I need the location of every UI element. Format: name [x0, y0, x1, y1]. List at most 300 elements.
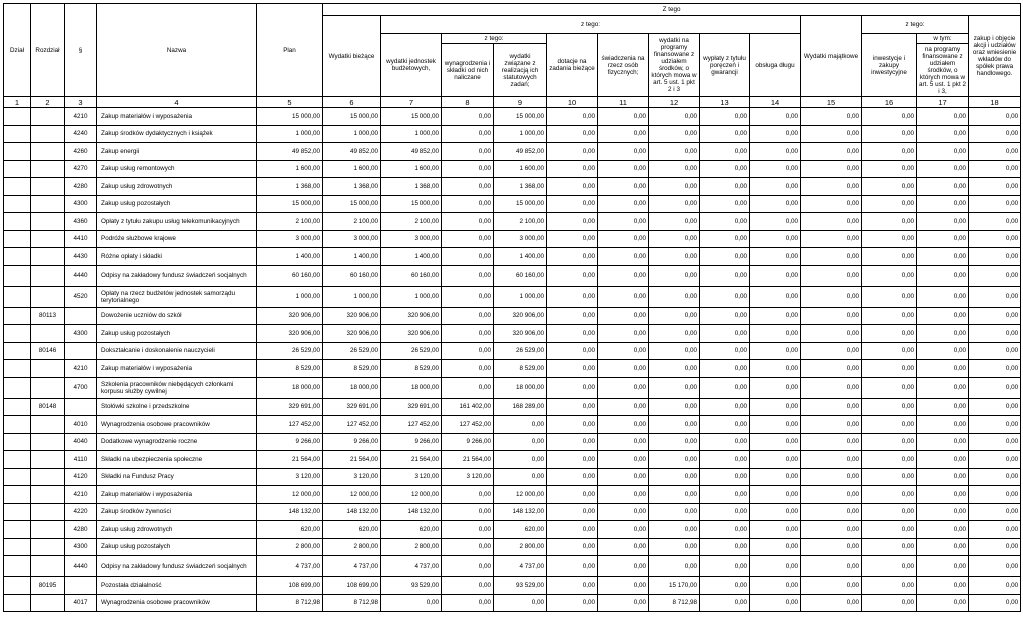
- column-number: 5: [257, 97, 323, 108]
- cell-value: 0,00: [917, 307, 969, 325]
- cell-value: 0,00: [969, 248, 1021, 266]
- cell-value: 0,00: [598, 195, 649, 213]
- cell-value: 0,00: [801, 230, 862, 248]
- column-number: 2: [31, 97, 65, 108]
- cell-paragraf: 4300: [65, 538, 97, 556]
- cell-nazwa: Zakup materiałów i wyposażenia: [97, 486, 257, 504]
- cell-value: 0,00: [598, 286, 649, 307]
- cell-value: 0,00: [801, 108, 862, 126]
- cell-value: 2 100,00: [323, 213, 381, 231]
- cell-value: 329 691,00: [323, 398, 381, 416]
- cell-value: 148 132,00: [494, 503, 547, 521]
- cell-value: 0,00: [547, 108, 598, 126]
- cell-value: 18 000,00: [323, 377, 381, 398]
- column-number: 14: [750, 97, 801, 108]
- cell-dzial: [4, 398, 31, 416]
- cell-nazwa: Zakup materiałów i wyposażenia: [97, 108, 257, 126]
- cell-value: 4 737,00: [257, 556, 323, 577]
- column-number: 10: [547, 97, 598, 108]
- table-row: [4, 577, 1021, 595]
- cell-value: 0,00: [700, 360, 750, 378]
- cell-value: 0,00: [917, 538, 969, 556]
- cell-value: 329 691,00: [257, 398, 323, 416]
- cell-value: 0,00: [700, 377, 750, 398]
- cell-value: 0,00: [750, 265, 801, 286]
- cell-dzial: [4, 521, 31, 539]
- cell-dzial: [4, 307, 31, 325]
- column-number: 15: [801, 97, 862, 108]
- cell-nazwa: Zakup usług pozostałych: [97, 325, 257, 343]
- cell-paragraf: 4280: [65, 521, 97, 539]
- cell-value: 0,00: [862, 451, 917, 469]
- cell-value: 0,00: [649, 342, 700, 360]
- table-row: [4, 265, 1021, 286]
- cell-value: 0,00: [700, 342, 750, 360]
- cell-value: 2 100,00: [257, 213, 323, 231]
- header-wynagrodzenia: wynagrodzenia i składki od nich naliczane: [442, 44, 494, 97]
- cell-value: 320 906,00: [323, 325, 381, 343]
- cell-value: 0,00: [494, 451, 547, 469]
- cell-value: 9 266,00: [381, 433, 442, 451]
- cell-value: 620,00: [381, 521, 442, 539]
- cell-value: 3 000,00: [494, 230, 547, 248]
- cell-value: 0,00: [649, 325, 700, 343]
- cell-value: 1 000,00: [257, 286, 323, 307]
- cell-value: 0,00: [649, 377, 700, 398]
- cell-value: 0,00: [862, 486, 917, 504]
- cell-value: 0,00: [801, 325, 862, 343]
- cell-value: 0,00: [547, 248, 598, 266]
- cell-value: 0,00: [750, 307, 801, 325]
- cell-value: 15 000,00: [494, 195, 547, 213]
- cell-value: 0,00: [917, 213, 969, 231]
- cell-paragraf: 4410: [65, 230, 97, 248]
- cell-value: 0,00: [917, 143, 969, 161]
- cell-nazwa: Zakup usług pozostałych: [97, 195, 257, 213]
- cell-value: 9 266,00: [442, 433, 494, 451]
- cell-value: 0,00: [750, 325, 801, 343]
- cell-value: 0,00: [649, 178, 700, 196]
- cell-value: 2 800,00: [381, 538, 442, 556]
- cell-value: 0,00: [750, 213, 801, 231]
- cell-value: 0,00: [700, 521, 750, 539]
- cell-rozdzial: [31, 286, 65, 307]
- cell-value: 93 529,00: [494, 577, 547, 595]
- cell-rozdzial: [31, 556, 65, 577]
- column-number: 11: [598, 97, 649, 108]
- cell-value: 0,00: [598, 398, 649, 416]
- cell-value: 0,00: [969, 486, 1021, 504]
- cell-value: 0,00: [598, 556, 649, 577]
- cell-dzial: [4, 143, 31, 161]
- cell-value: 0,00: [649, 286, 700, 307]
- table-row: [4, 160, 1021, 178]
- cell-value: 0,00: [547, 503, 598, 521]
- cell-value: 0,00: [801, 342, 862, 360]
- cell-rozdzial: [31, 538, 65, 556]
- cell-nazwa: Wynagrodzenia osobowe pracowników: [97, 594, 257, 612]
- cell-value: 0,00: [598, 468, 649, 486]
- cell-value: 93 529,00: [381, 577, 442, 595]
- cell-value: 0,00: [917, 360, 969, 378]
- table-row: [4, 213, 1021, 231]
- cell-value: 0,00: [598, 433, 649, 451]
- cell-value: 0,00: [547, 398, 598, 416]
- header-wydatki-programy: wydatki na programy finansowane z udziałem środków, o których mowa w art. 5 ust. 1 pkt 2 i 3: [649, 34, 700, 97]
- header-paragraf: §: [65, 4, 97, 97]
- cell-rozdzial: [31, 325, 65, 343]
- cell-value: 0,00: [862, 398, 917, 416]
- cell-value: 0,00: [442, 556, 494, 577]
- cell-paragraf: 4040: [65, 433, 97, 451]
- cell-value: 0,00: [862, 248, 917, 266]
- cell-value: 15 170,00: [649, 577, 700, 595]
- cell-value: 0,00: [442, 307, 494, 325]
- cell-value: 0,00: [700, 556, 750, 577]
- cell-value: 0,00: [547, 213, 598, 231]
- cell-value: 0,00: [862, 342, 917, 360]
- cell-value: 1 000,00: [494, 125, 547, 143]
- cell-rozdzial: [31, 521, 65, 539]
- cell-value: 3 120,00: [257, 468, 323, 486]
- cell-dzial: [4, 468, 31, 486]
- cell-value: 0,00: [598, 416, 649, 434]
- cell-value: 0,00: [547, 125, 598, 143]
- cell-value: 0,00: [862, 108, 917, 126]
- cell-value: 1 000,00: [381, 125, 442, 143]
- cell-value: 0,00: [547, 451, 598, 469]
- cell-rozdzial: [31, 486, 65, 504]
- cell-value: 0,00: [442, 178, 494, 196]
- cell-value: 0,00: [862, 178, 917, 196]
- cell-value: 0,00: [442, 248, 494, 266]
- table-row: [4, 486, 1021, 504]
- cell-value: 0,00: [649, 486, 700, 504]
- cell-value: 0,00: [547, 377, 598, 398]
- cell-value: 0,00: [649, 230, 700, 248]
- cell-value: 148 132,00: [323, 503, 381, 521]
- cell-value: 0,00: [598, 538, 649, 556]
- cell-value: 0,00: [598, 248, 649, 266]
- cell-value: 0,00: [649, 503, 700, 521]
- cell-value: 127 452,00: [381, 416, 442, 434]
- cell-nazwa: Różne opłaty i składki: [97, 248, 257, 266]
- cell-paragraf: 4120: [65, 468, 97, 486]
- cell-value: 26 529,00: [381, 342, 442, 360]
- cell-value: 0,00: [547, 433, 598, 451]
- cell-value: 0,00: [801, 577, 862, 595]
- column-number: 9: [494, 97, 547, 108]
- header-dzial: Dział: [4, 4, 31, 97]
- cell-value: 0,00: [969, 556, 1021, 577]
- column-number: 18: [969, 97, 1021, 108]
- cell-value: 0,00: [598, 125, 649, 143]
- cell-value: 12 000,00: [323, 486, 381, 504]
- header-z-tego: Z tego: [323, 4, 1021, 16]
- cell-value: 21 564,00: [442, 451, 494, 469]
- cell-paragraf: 4110: [65, 451, 97, 469]
- cell-paragraf: [65, 342, 97, 360]
- cell-value: 0,00: [801, 468, 862, 486]
- table-row: [4, 286, 1021, 307]
- cell-value: 0,00: [547, 556, 598, 577]
- header-z-tego-biezace: z tego:: [381, 16, 801, 34]
- cell-value: 0,00: [494, 468, 547, 486]
- cell-dzial: [4, 377, 31, 398]
- cell-value: 49 852,00: [257, 143, 323, 161]
- cell-dzial: [4, 577, 31, 595]
- table-row: [4, 416, 1021, 434]
- cell-value: 0,00: [750, 377, 801, 398]
- cell-value: 0,00: [442, 577, 494, 595]
- cell-value: 26 529,00: [494, 342, 547, 360]
- cell-value: 320 906,00: [381, 307, 442, 325]
- table-row: [4, 433, 1021, 451]
- cell-value: 0,00: [442, 213, 494, 231]
- cell-value: 0,00: [494, 433, 547, 451]
- cell-value: 0,00: [862, 265, 917, 286]
- cell-value: 0,00: [917, 451, 969, 469]
- cell-value: 0,00: [750, 360, 801, 378]
- cell-value: 0,00: [862, 307, 917, 325]
- table-row: [4, 248, 1021, 266]
- cell-value: 0,00: [801, 265, 862, 286]
- cell-value: 1 600,00: [257, 160, 323, 178]
- cell-value: 8 529,00: [323, 360, 381, 378]
- cell-value: 15 000,00: [323, 195, 381, 213]
- cell-paragraf: 4440: [65, 265, 97, 286]
- cell-value: 0,00: [750, 230, 801, 248]
- cell-dzial: [4, 556, 31, 577]
- table-row: [4, 307, 1021, 325]
- cell-value: 0,00: [547, 265, 598, 286]
- cell-value: 0,00: [801, 398, 862, 416]
- cell-value: 0,00: [917, 594, 969, 612]
- cell-value: 0,00: [917, 265, 969, 286]
- cell-value: 0,00: [700, 213, 750, 231]
- cell-value: 0,00: [917, 556, 969, 577]
- cell-rozdzial: [31, 248, 65, 266]
- cell-value: 0,00: [547, 307, 598, 325]
- cell-paragraf: 4220: [65, 503, 97, 521]
- cell-rozdzial: 80148: [31, 398, 65, 416]
- cell-value: 2 100,00: [494, 213, 547, 231]
- cell-value: 0,00: [801, 416, 862, 434]
- cell-value: 0,00: [862, 143, 917, 161]
- cell-value: 4 737,00: [323, 556, 381, 577]
- cell-value: 0,00: [801, 213, 862, 231]
- cell-value: 0,00: [969, 230, 1021, 248]
- cell-value: 15 000,00: [257, 195, 323, 213]
- cell-value: 0,00: [700, 248, 750, 266]
- cell-value: 0,00: [442, 143, 494, 161]
- table-row: [4, 178, 1021, 196]
- cell-value: 15 000,00: [323, 108, 381, 126]
- cell-value: 60 160,00: [257, 265, 323, 286]
- cell-rozdzial: [31, 468, 65, 486]
- cell-value: 0,00: [547, 342, 598, 360]
- cell-value: 0,00: [801, 178, 862, 196]
- cell-rozdzial: [31, 265, 65, 286]
- cell-nazwa: Odpisy na zakładowy fundusz świadczeń socjalnych: [97, 556, 257, 577]
- cell-value: 0,00: [969, 360, 1021, 378]
- cell-nazwa: Podróże służbowe krajowe: [97, 230, 257, 248]
- cell-value: 21 564,00: [381, 451, 442, 469]
- cell-value: 9 266,00: [257, 433, 323, 451]
- cell-value: 0,00: [801, 556, 862, 577]
- cell-value: 0,00: [917, 125, 969, 143]
- cell-value: 0,00: [700, 307, 750, 325]
- cell-value: 0,00: [862, 125, 917, 143]
- cell-value: 0,00: [700, 265, 750, 286]
- cell-value: 0,00: [547, 143, 598, 161]
- cell-value: 0,00: [649, 213, 700, 231]
- cell-value: 0,00: [547, 416, 598, 434]
- cell-value: 0,00: [700, 594, 750, 612]
- cell-value: 0,00: [649, 160, 700, 178]
- cell-value: 0,00: [917, 230, 969, 248]
- cell-value: 0,00: [862, 416, 917, 434]
- cell-value: 0,00: [598, 108, 649, 126]
- cell-value: 0,00: [801, 248, 862, 266]
- cell-paragraf: 4210: [65, 486, 97, 504]
- cell-value: 2 800,00: [494, 538, 547, 556]
- cell-value: 0,00: [598, 230, 649, 248]
- cell-value: 15 000,00: [381, 195, 442, 213]
- cell-value: 0,00: [969, 307, 1021, 325]
- cell-value: 1 400,00: [494, 248, 547, 266]
- cell-value: 0,00: [700, 468, 750, 486]
- cell-dzial: [4, 265, 31, 286]
- cell-value: 0,00: [700, 178, 750, 196]
- cell-value: 0,00: [801, 594, 862, 612]
- cell-paragraf: 4300: [65, 195, 97, 213]
- cell-value: 0,00: [598, 342, 649, 360]
- cell-value: 108 699,00: [323, 577, 381, 595]
- cell-paragraf: 4430: [65, 248, 97, 266]
- cell-value: 1 000,00: [257, 125, 323, 143]
- cell-rozdzial: [31, 433, 65, 451]
- cell-value: 108 699,00: [257, 577, 323, 595]
- cell-value: 0,00: [598, 377, 649, 398]
- cell-value: 0,00: [494, 416, 547, 434]
- cell-value: 620,00: [257, 521, 323, 539]
- cell-value: 0,00: [649, 307, 700, 325]
- cell-value: 0,00: [750, 286, 801, 307]
- cell-value: 0,00: [442, 195, 494, 213]
- cell-value: 0,00: [917, 160, 969, 178]
- cell-paragraf: 4260: [65, 143, 97, 161]
- cell-value: 0,00: [700, 577, 750, 595]
- cell-value: 0,00: [917, 521, 969, 539]
- cell-value: 0,00: [969, 265, 1021, 286]
- column-number: 13: [700, 97, 750, 108]
- cell-value: 620,00: [323, 521, 381, 539]
- cell-value: 49 852,00: [494, 143, 547, 161]
- cell-value: 620,00: [494, 521, 547, 539]
- cell-value: 0,00: [917, 486, 969, 504]
- cell-paragraf: 4240: [65, 125, 97, 143]
- cell-rozdzial: [31, 195, 65, 213]
- cell-value: 0,00: [801, 503, 862, 521]
- cell-value: 0,00: [917, 248, 969, 266]
- cell-value: 3 120,00: [381, 468, 442, 486]
- cell-value: 0,00: [750, 398, 801, 416]
- cell-value: 0,00: [547, 594, 598, 612]
- cell-value: 0,00: [598, 265, 649, 286]
- cell-value: 127 452,00: [323, 416, 381, 434]
- cell-value: 0,00: [750, 556, 801, 577]
- table-row: [4, 143, 1021, 161]
- cell-value: 0,00: [862, 556, 917, 577]
- cell-value: 0,00: [442, 521, 494, 539]
- cell-value: 18 000,00: [381, 377, 442, 398]
- cell-value: 0,00: [750, 594, 801, 612]
- cell-value: 0,00: [750, 538, 801, 556]
- cell-value: 0,00: [700, 503, 750, 521]
- cell-value: 0,00: [969, 213, 1021, 231]
- cell-value: 0,00: [969, 342, 1021, 360]
- cell-paragraf: 4210: [65, 108, 97, 126]
- table-row: [4, 325, 1021, 343]
- cell-value: 0,00: [801, 195, 862, 213]
- cell-value: 0,00: [649, 195, 700, 213]
- cell-dzial: [4, 503, 31, 521]
- cell-value: 0,00: [598, 325, 649, 343]
- cell-value: 0,00: [700, 451, 750, 469]
- budget-table-container: [3, 3, 1020, 612]
- cell-value: 0,00: [649, 556, 700, 577]
- cell-value: 127 452,00: [442, 416, 494, 434]
- cell-value: 0,00: [442, 108, 494, 126]
- cell-value: 0,00: [700, 538, 750, 556]
- budget-expenditure-table: [3, 3, 1021, 612]
- cell-value: 0,00: [801, 486, 862, 504]
- cell-value: 0,00: [700, 286, 750, 307]
- cell-value: 0,00: [862, 433, 917, 451]
- cell-value: 3 000,00: [323, 230, 381, 248]
- table-row: [4, 451, 1021, 469]
- cell-value: 0,00: [750, 521, 801, 539]
- cell-value: 0,00: [494, 594, 547, 612]
- cell-dzial: [4, 486, 31, 504]
- cell-paragraf: 4017: [65, 594, 97, 612]
- cell-value: 0,00: [547, 360, 598, 378]
- cell-dzial: [4, 433, 31, 451]
- cell-value: 320 906,00: [494, 325, 547, 343]
- cell-value: 0,00: [969, 125, 1021, 143]
- cell-paragraf: 4270: [65, 160, 97, 178]
- cell-value: 1 400,00: [381, 248, 442, 266]
- cell-value: 0,00: [547, 160, 598, 178]
- cell-value: 0,00: [917, 342, 969, 360]
- cell-value: 0,00: [700, 230, 750, 248]
- cell-value: 0,00: [547, 195, 598, 213]
- cell-value: 0,00: [598, 451, 649, 469]
- column-number: 17: [917, 97, 969, 108]
- cell-value: 0,00: [917, 503, 969, 521]
- cell-value: 0,00: [442, 230, 494, 248]
- cell-value: 0,00: [442, 503, 494, 521]
- cell-value: 0,00: [598, 360, 649, 378]
- cell-value: 4 737,00: [381, 556, 442, 577]
- cell-value: 0,00: [598, 213, 649, 231]
- header-rozdzial: Rozdział: [31, 4, 65, 97]
- cell-value: 0,00: [442, 594, 494, 612]
- cell-value: 0,00: [547, 538, 598, 556]
- cell-nazwa: Składki na Fundusz Pracy: [97, 468, 257, 486]
- cell-value: 1 600,00: [381, 160, 442, 178]
